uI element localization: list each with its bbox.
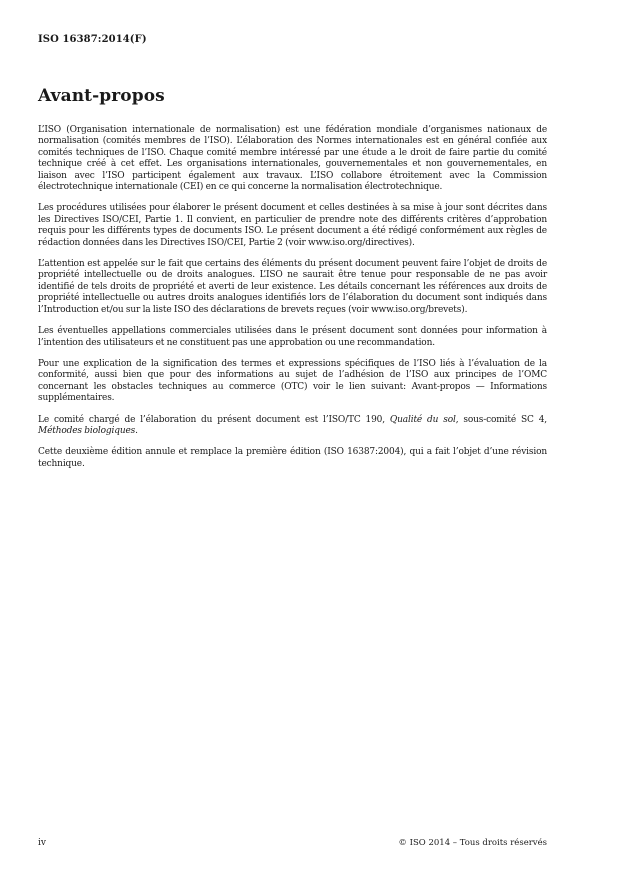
paragraph-trade-names: Les éventuelles appellations commerciales utilisées dans le présent document sont données pour information à l’intention des utilisateurs et ne constituent pas une approbation ou une recommandation. (38, 326, 547, 348)
committee-middle: , sous-comité SC 4, (455, 414, 547, 425)
committee-suffix: . (135, 425, 138, 436)
copyright-notice: © ISO 2014 – Tous droits réservés (398, 838, 547, 848)
foreword-body (38, 125, 547, 480)
paragraph-committee (38, 415, 547, 438)
paragraph-procedures: Les procédures utilisées pour élaborer le présent document et celles destinées à sa mise à jour sont décrites dans les Directives ISO/CEI, Partie 1. Il convient, en particulier de prendre note des différents critères d’approbation requis pour les différents types de documents ISO. Le présent document a été rédigé conformément aux règles de rédaction données dans les Directives ISO/CEI, Partie 2 (voir www.iso.org/directives). (38, 203, 547, 248)
paragraph-conformity: Pour une explication de la signification des termes et expressions spécifiques de l’ISO liés à l’évaluation de la conformité, aussi bien que pour des informations au sujet de l’adhésion de l’ISO aux principes de l’OMC concernant les obstacles techniques au commerce (OTC) voir le lien suivant: Avant-propos — Informations supplémentaires. (38, 358, 547, 404)
page-number: iv (38, 838, 46, 848)
section-title: Avant-propos (38, 86, 165, 106)
document-identifier: ISO 16387:2014(F) (38, 34, 147, 45)
paragraph-iso-intro: L’ISO (Organisation internationale de normalisation) est une fédération mondiale d’organismes nationaux de normalisation (comités membres de l’ISO). L’élaboration des Normes internationales est en général confiée aux comités techniques de l’ISO. Chaque comité membre intéressé par une étude a le droit de faire partie du comité technique créé à cet effet. Les organisations internationales, gouvernementales et non gouvernementales, en liaison avec l’ISO participent également aux travaux. L’ISO collabore étroitement avec la Commission électrotechnique internationale (CEI) en ce qui concerne la normalisation électrotechnique. (38, 125, 547, 193)
paragraph-edition: Cette deuxième édition annule et remplace la première édition (ISO 16387:2004), qui a fait l’objet d’une révision technique. (38, 447, 547, 469)
committee-tc-title: Qualité du sol (389, 414, 456, 425)
paragraph-patents: L’attention est appelée sur le fait que certains des éléments du présent document peuvent faire l’objet de droits de propriété intellectuelle ou de droits analogues. L’ISO ne saurait être tenue pour responsable de ne pas avoir identifié de tels droits de propriété et averti de leur existence. Les détails concernant les références aux droits de propriété intellectuelle ou autres droits analogues identifiés lors de l’élaboration du document sont indiqués dans l’Introduction et/ou sur la liste ISO des déclarations de brevets reçues (voir www.iso.org/brevets). (38, 259, 547, 315)
committee-prefix: Le comité chargé de l’élaboration du présent document est l’ISO/TC 190, (38, 414, 390, 425)
committee-sc-title: Méthodes biologiques (38, 425, 136, 436)
